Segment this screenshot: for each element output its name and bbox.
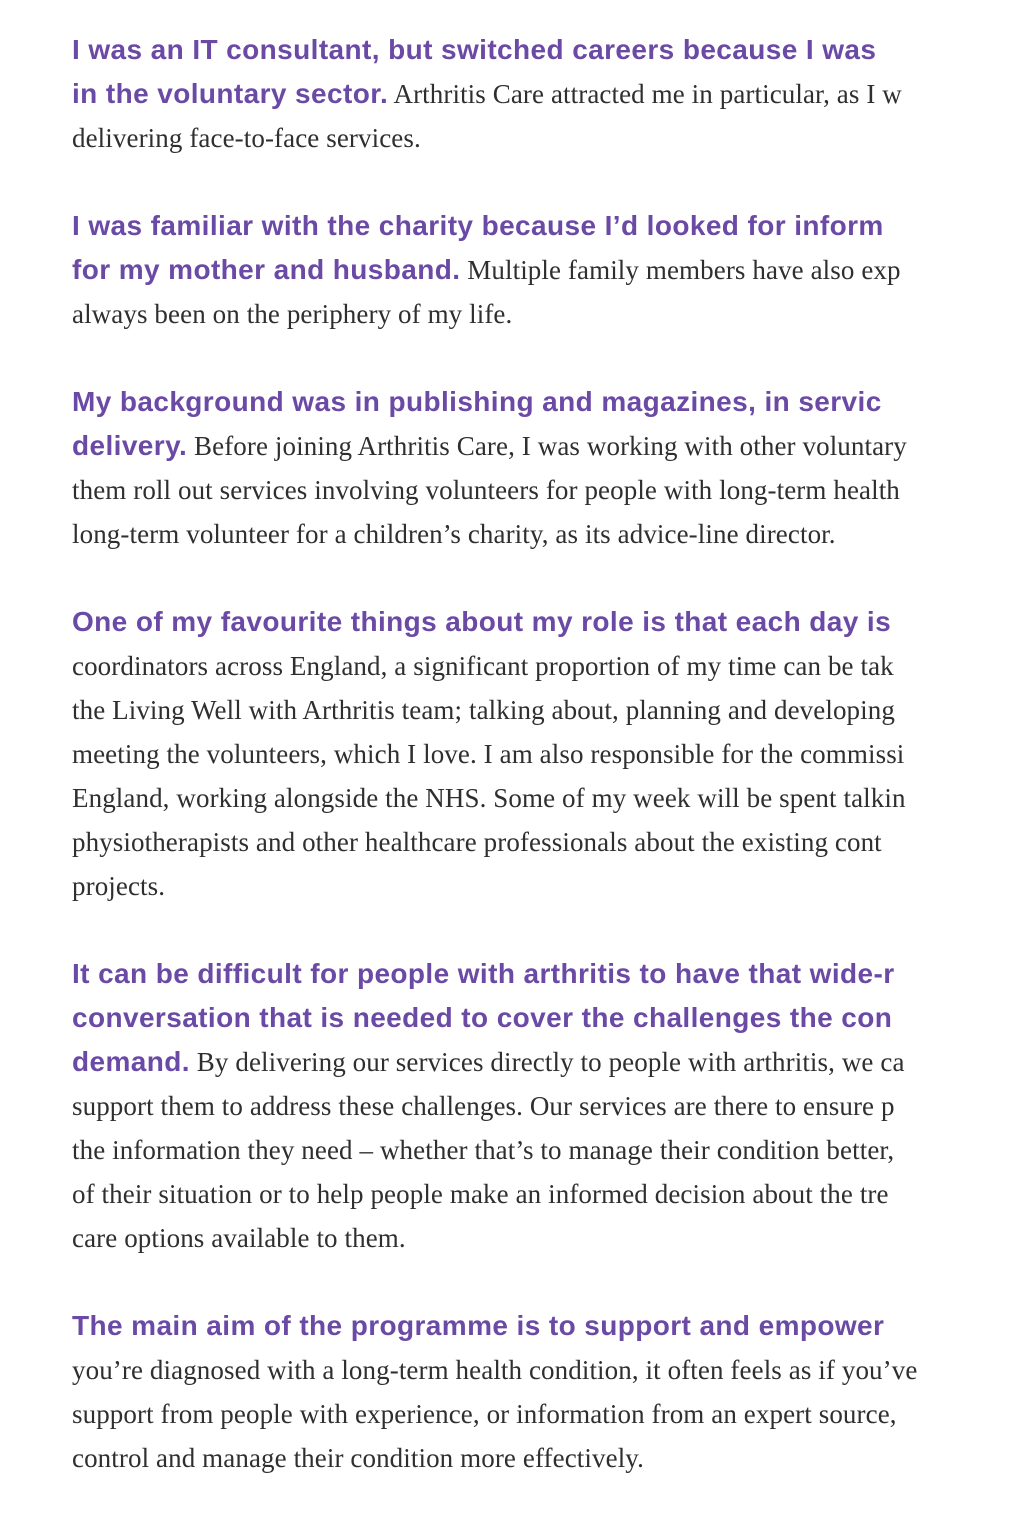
text-line [72, 512, 1024, 556]
body-text: By delivering our services directly to people with arthritis, we ca [189, 1047, 905, 1077]
body-text: of their situation or to help people make an informed decision about the tre [72, 1179, 889, 1209]
article-paragraph [72, 204, 1024, 336]
lead-highlight-text: I was an IT consultant, but switched careers because I was [72, 34, 877, 65]
body-text: always been on the periphery of my life. [72, 299, 513, 329]
text-line [72, 1040, 1024, 1084]
text-line [72, 1304, 1024, 1348]
body-text: control and manage their condition more effectively. [72, 1443, 644, 1473]
body-text: Before joining Arthritis Care, I was working with other voluntary [187, 431, 907, 461]
text-line [72, 644, 1024, 688]
text-line [72, 952, 1024, 996]
text-line [72, 424, 1024, 468]
body-text: meeting the volunteers, which I love. I am also responsible for the commissi [72, 739, 905, 769]
text-line [72, 864, 1024, 908]
text-line [72, 688, 1024, 732]
body-text: physiotherapists and other healthcare professionals about the existing cont [72, 827, 882, 857]
text-line [72, 820, 1024, 864]
article-paragraph [72, 600, 1024, 908]
text-line [72, 1392, 1024, 1436]
body-text: Arthritis Care attracted me in particular, as I w [388, 79, 902, 109]
text-line [72, 1172, 1024, 1216]
text-line [72, 292, 1024, 336]
lead-highlight-text: My background was in publishing and magazines, in servic [72, 386, 882, 417]
article-paragraph [72, 28, 1024, 160]
lead-highlight-text: demand. [72, 1046, 190, 1077]
text-line [72, 996, 1024, 1040]
text-line [72, 776, 1024, 820]
lead-highlight-text: for my mother and husband. [72, 254, 461, 285]
lead-highlight-text: in the voluntary sector. [72, 78, 389, 109]
body-text: them roll out services involving volunteers for people with long-term health [72, 475, 900, 505]
body-text: care options available to them. [72, 1223, 406, 1253]
text-line [72, 204, 1024, 248]
text-line [72, 72, 1024, 116]
body-text: projects. [72, 871, 166, 901]
body-text: Multiple family members have also exp [460, 255, 901, 285]
body-text: England, working alongside the NHS. Some of my week will be spent talkin [72, 783, 906, 813]
body-text: delivering face-to-face services. [72, 123, 421, 153]
text-line [72, 732, 1024, 776]
text-line [72, 1084, 1024, 1128]
lead-highlight-text: It can be difficult for people with arthritis to have that wide-r [72, 958, 895, 989]
body-text: the information they need – whether that’s to manage their condition better, [72, 1135, 895, 1165]
lead-highlight-text: One of my favourite things about my role is that each day is [72, 606, 892, 637]
text-line [72, 1348, 1024, 1392]
text-line [72, 248, 1024, 292]
text-line [72, 468, 1024, 512]
lead-highlight-text: The main aim of the programme is to support and empower [72, 1310, 885, 1341]
text-line [72, 1436, 1024, 1480]
body-text: the Living Well with Arthritis team; talking about, planning and developing [72, 695, 895, 725]
article-paragraph [72, 952, 1024, 1260]
text-line [72, 380, 1024, 424]
article-paragraph [72, 380, 1024, 556]
body-text: coordinators across England, a significant proportion of my time can be tak [72, 651, 894, 681]
lead-highlight-text: conversation that is needed to cover the challenges the con [72, 1002, 893, 1033]
body-text: support them to address these challenges. Our services are there to ensure p [72, 1091, 895, 1121]
lead-highlight-text: I was familiar with the charity because I’d looked for inform [72, 210, 884, 241]
lead-highlight-text: delivery. [72, 430, 188, 461]
text-line [72, 1128, 1024, 1172]
article-paragraph [72, 1304, 1024, 1480]
article-body [72, 28, 1024, 1524]
text-line [72, 600, 1024, 644]
text-line [72, 1216, 1024, 1260]
body-text: long-term volunteer for a children’s charity, as its advice-line director. [72, 519, 836, 549]
body-text: support from people with experience, or information from an expert source, [72, 1399, 897, 1429]
text-line [72, 116, 1024, 160]
body-text: you’re diagnosed with a long-term health condition, it often feels as if you’ve [72, 1355, 918, 1385]
text-line [72, 28, 1024, 72]
